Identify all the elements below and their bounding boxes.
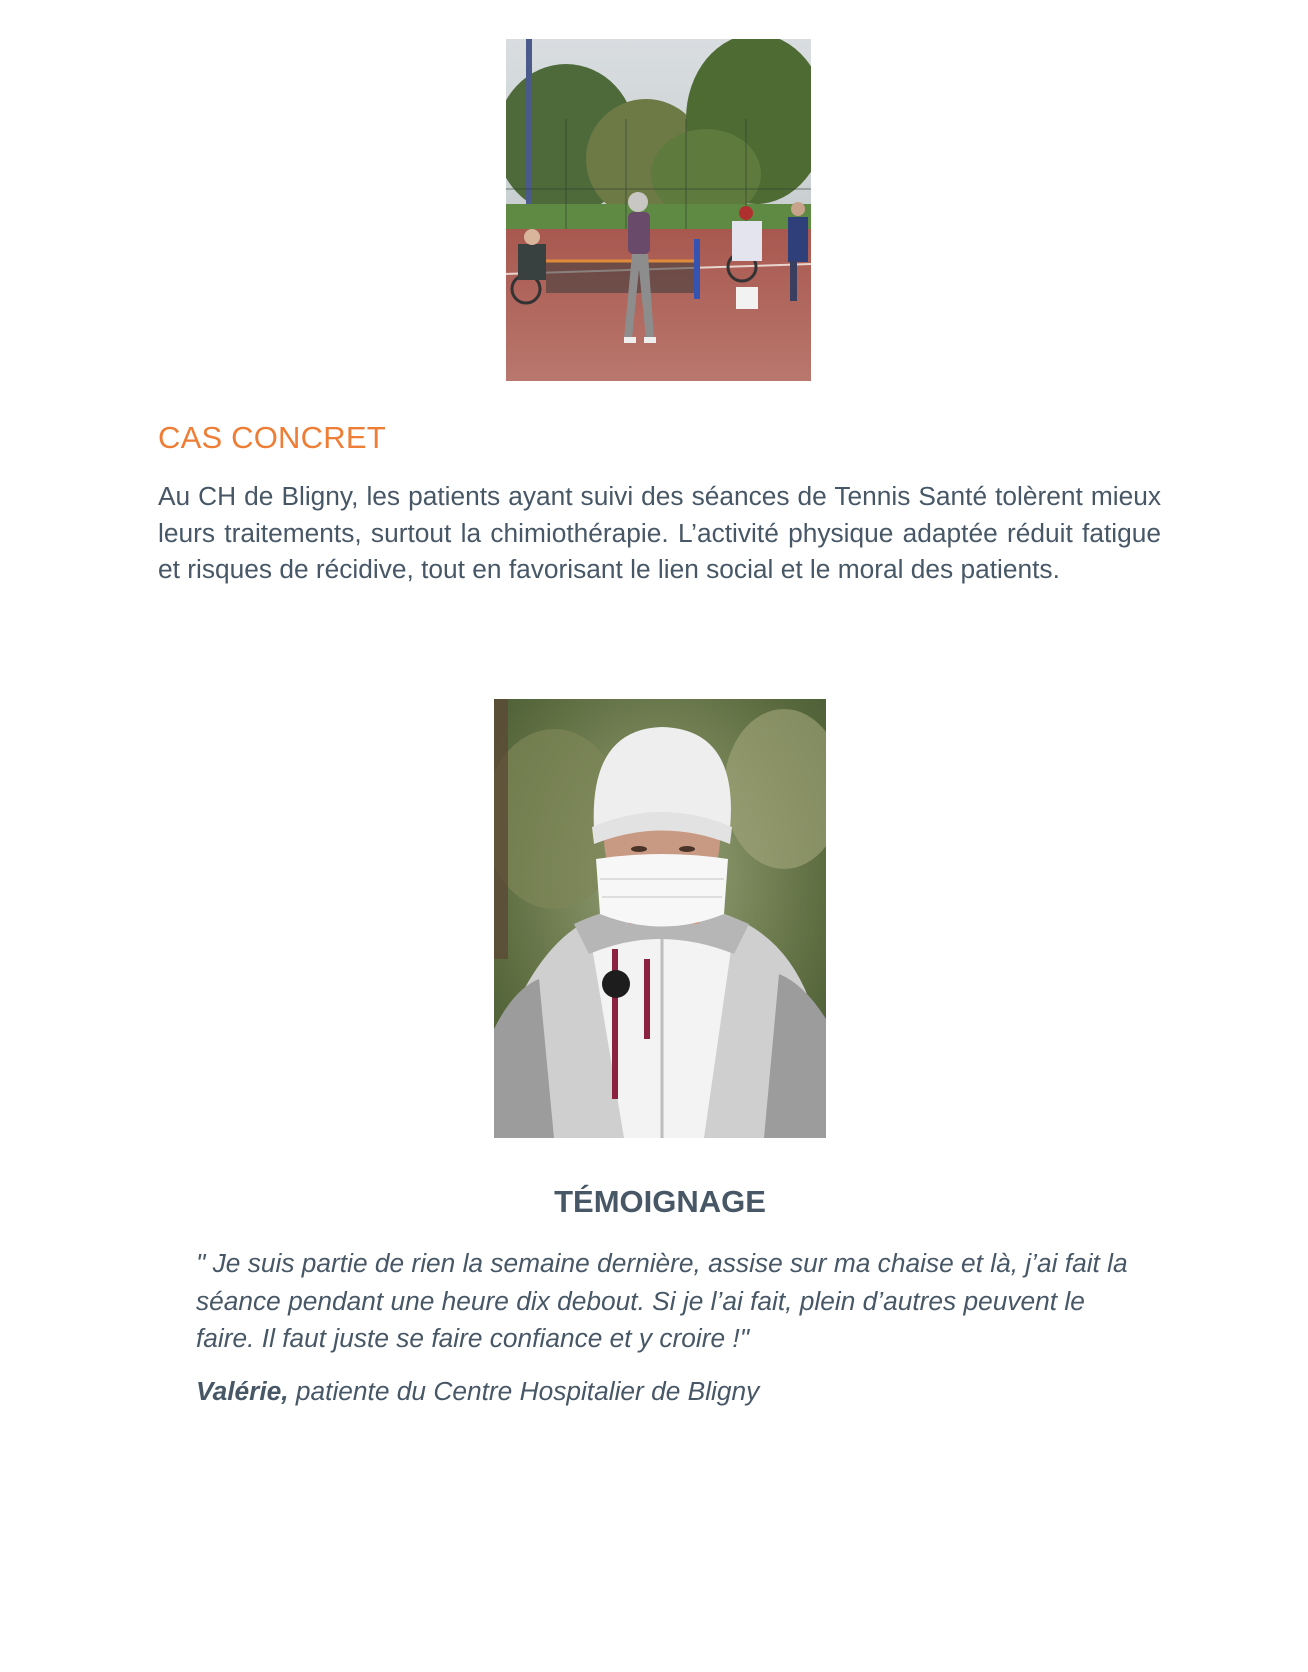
testimony-attribution <box>196 1373 1096 1409</box>
tennis-court-photo <box>506 39 811 381</box>
testimony-author-role: patiente du Centre Hospitalier de Bligny <box>288 1376 760 1406</box>
testimony-quote: " Je suis partie de rien la semaine dernière, assise sur ma chaise et là, j’ai fait la séance pendant une heure dix debout. Si je l’ai fait, plein d’autres peuvent le faire. Il faut juste se faire confiance et y croire !" <box>196 1248 1128 1353</box>
case-study-heading: CAS CONCRET <box>158 420 386 455</box>
testimony-author: Valérie, <box>196 1376 289 1406</box>
portrait-photo <box>494 699 826 1138</box>
case-study-body: Au CH de Bligny, les patients ayant suivi des séances de Tennis Santé tolèrent mieux leurs traitements, surtout la chimiothérapie. L’activité physique adaptée réduit fatigue et risques de récidive, tout en favorisant le lien social et le moral des patients. <box>158 481 1161 584</box>
testimony-heading: TÉMOIGNAGE <box>554 1184 766 1219</box>
